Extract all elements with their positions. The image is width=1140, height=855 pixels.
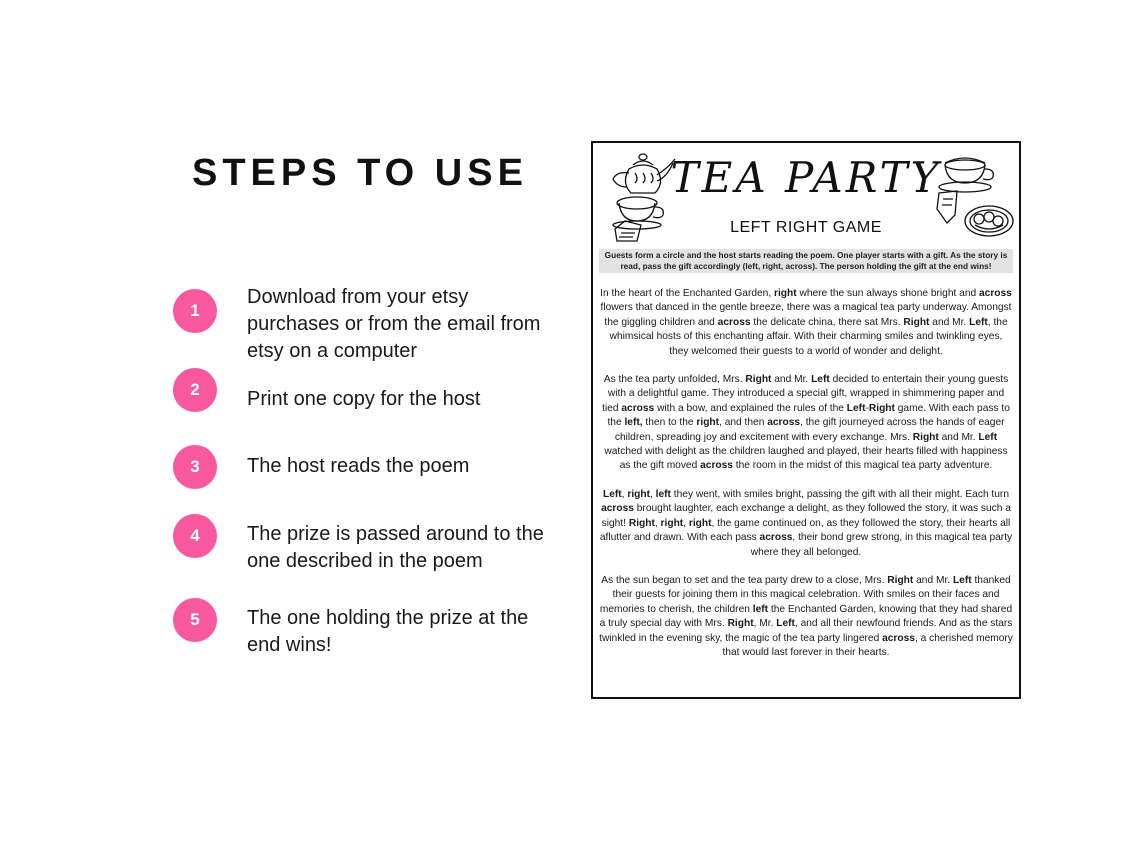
poem-keyword: Left: [978, 431, 998, 443]
poem-segment: and Mr.: [771, 374, 812, 386]
poem-keyword: Right: [912, 431, 939, 443]
sheet-subtitle: LEFT RIGHT GAME: [730, 219, 882, 236]
poem-segment: and Mr.: [929, 316, 970, 328]
poem-segment: where the sun always shone bright and: [796, 288, 979, 299]
poem-keyword: right: [774, 288, 797, 299]
poem-paragraph: [599, 373, 1013, 474]
poem-paragraph: [599, 574, 1013, 660]
poem-keyword: across: [601, 503, 634, 515]
poem-segment: ,: [621, 488, 628, 500]
poem-segment: the delicate china, there sat Mrs.: [750, 316, 904, 328]
poem-keyword: across: [621, 402, 655, 414]
poem-segment: , the gift journeyed across the hands of eager children, spreading joy and excitement with every exchange. Mrs.: [614, 417, 1005, 443]
poem-keyword: across: [767, 417, 801, 429]
poem-segment: As the tea party unfolded, Mrs.: [603, 374, 746, 386]
poem-keyword: right: [688, 517, 712, 529]
poem-segment: game. With each pass to the: [607, 402, 1010, 429]
poem-segment: , their bond grew strong, in this magical tea party where they all belonged.: [750, 532, 1013, 558]
poem-segment: then to the: [642, 417, 697, 429]
poem-segment: , a cherished memory that would last forever in their hearts.: [722, 632, 1013, 658]
poem-segment: and Mr.: [913, 574, 953, 586]
poem-keyword: Left: [952, 574, 972, 586]
poem-keyword: Right: [868, 402, 895, 414]
step-number-badge: 1: [173, 289, 217, 333]
poem-segment: , and then: [719, 417, 768, 429]
poem-segment: In the heart of the Enchanted Garden,: [600, 288, 774, 299]
printable-game-sheet: [591, 141, 1021, 699]
poem-segment: As the sun began to set and the tea party drew to a close, Mrs.: [601, 574, 888, 586]
poem-keyword: Right: [903, 316, 930, 328]
poem-segment: flowers that danced in the gentle breeze, there was a magical tea party underway. Amongst the giggling children and: [600, 302, 1012, 328]
step-number-badge: 2: [173, 368, 217, 412]
step-text: Download from your etsy purchases or from the email from etsy on a computer: [247, 286, 541, 362]
step-text: The one holding the prize at the end wins!: [247, 607, 529, 656]
sheet-title: TEA PARTY: [670, 153, 942, 202]
poem-keyword: Right: [745, 374, 772, 386]
poem-segment: the Enchanted Garden, knowing that they had shared a truly special day with Mrs.: [599, 603, 1013, 630]
step-text: The host reads the poem: [247, 455, 470, 477]
poem-keyword: right: [627, 488, 650, 500]
poem-keyword: across: [700, 460, 733, 472]
poem-keyword: Left: [811, 374, 830, 386]
step-text: Print one copy for the host: [247, 388, 481, 410]
poem-text: [599, 287, 1013, 674]
poem-segment: decided to entertain their young guests with a delightful game. They introduced a special gift, wrapped in shimmering paper and tied: [602, 374, 1009, 414]
poem-keyword: left,: [624, 417, 643, 429]
poem-keyword: Left: [969, 316, 988, 328]
poem-segment: , Mr.: [753, 618, 777, 630]
poem-keyword: across: [717, 316, 751, 328]
poem-segment: they went, with smiles bright, passing the gift with all their might. Each turn: [670, 488, 1009, 500]
steps-heading: STEPS TO USE: [192, 152, 528, 194]
poem-segment: and Mr.: [938, 431, 979, 443]
poem-keyword: Right: [628, 517, 655, 529]
teacup-and-dessert-icon: [933, 153, 1017, 241]
poem-keyword: Left: [846, 402, 866, 414]
poem-keyword: right: [660, 517, 684, 529]
poem-keyword: right: [696, 417, 720, 429]
step-number-badge: 3: [173, 445, 217, 489]
poem-paragraph: [599, 488, 1013, 560]
poem-segment: watched with delight as the children laughed and played, their hearts filled with happiness as the gift moved: [604, 446, 1008, 472]
poem-keyword: Right: [887, 574, 914, 586]
step-number-badge: 5: [173, 598, 217, 642]
poem-keyword: left: [655, 488, 671, 500]
step-text: The prize is passed around to the one described in the poem: [247, 523, 544, 572]
poem-keyword: across: [759, 532, 793, 544]
poem-keyword: Right: [727, 618, 754, 630]
poem-segment: brought laughter, each exchange a delight, as they followed the story, it was such a sight!: [601, 503, 1011, 529]
poem-segment: the room in the midst of this magical tea party adventure.: [732, 460, 993, 472]
poem-segment: ,: [654, 517, 661, 529]
poem-segment: -: [865, 402, 869, 414]
poem-segment: ,: [650, 488, 656, 500]
poem-segment: , the game continued on, as they followed the story, their hearts all aflutter and drawn. With each pass: [599, 517, 1011, 544]
poem-paragraph: [599, 287, 1013, 359]
poem-segment: thanked their guests for joining them in this magical celebration. With smiles on their faces and memories to cherish, the children: [599, 574, 1011, 615]
poem-keyword: left: [752, 603, 769, 615]
poem-segment: , and all their newfound friends. And as the stars twinkled in the evening sky, the magic of the tea party lingered: [599, 618, 1013, 644]
game-instructions: Guests form a circle and the host starts reading the poem. One player starts with a gift. As the story is read, pass the gift accordingly (left, right, across). The person holding the gift at the end wins!: [599, 249, 1013, 273]
poem-keyword: across: [979, 288, 1012, 299]
poem-segment: , the whimsical hosts of this enchanting affair. With their charming smiles and twinkling eyes, they welcomed their guests to a world of wonder and delight.: [609, 316, 1008, 357]
poem-segment: ,: [683, 517, 689, 529]
poem-keyword: Left: [603, 488, 622, 500]
poem-keyword: Left: [776, 618, 795, 630]
poem-keyword: across: [882, 632, 915, 644]
step-number-badge: 4: [173, 514, 217, 558]
poem-segment: with a bow, and explained the rules of the: [654, 402, 847, 414]
